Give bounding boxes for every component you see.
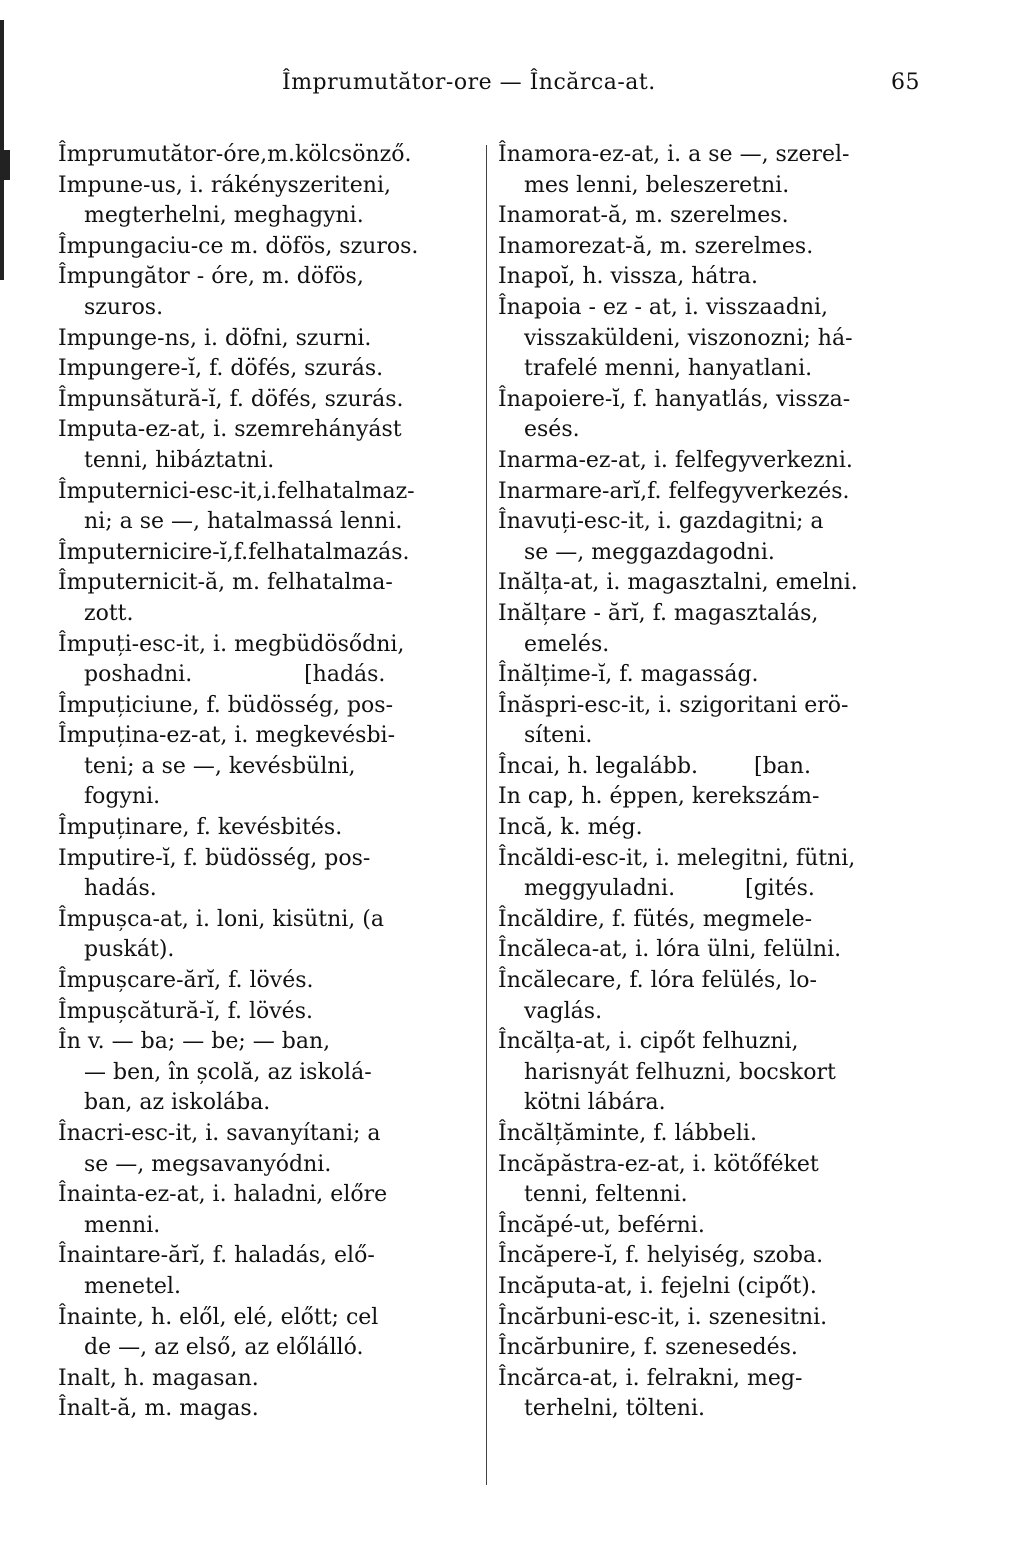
- entry-continuation-line: poshadni. [hadás.: [84, 662, 386, 688]
- dictionary-entry-line: Împuți-esc-it, i. megbüdösődni,: [58, 631, 405, 657]
- dictionary-entry-line: Înavuți-esc-it, i. gazdagitni; a: [498, 509, 824, 535]
- entry-continuation-line: se —, meggazdagodni.: [524, 539, 775, 565]
- right-column: [498, 140, 918, 1425]
- entry-continuation-line: megterhelni, meghagyni.: [84, 203, 364, 229]
- entry-continuation-line: tenni, feltenni.: [524, 1182, 688, 1208]
- dictionary-entry-line: Împuțiciune, f. büdösség, pos-: [58, 692, 394, 718]
- dictionary-entry-line: Impune-us, i. rákényszeriteni,: [58, 172, 391, 198]
- dictionary-entry-line: Încărca-at, i. felrakni, meg-: [498, 1365, 803, 1391]
- dictionary-entry-line: Înapoiere-ĭ, f. hanyatlás, vissza-: [498, 386, 851, 412]
- entry-continuation-line: ban, az iskolába.: [84, 1090, 271, 1116]
- dictionary-entry-line: Incăputa-at, i. fejelni (cipőt).: [498, 1273, 817, 1299]
- dictionary-entry-line: Împușcare-ărĭ, f. lövés.: [58, 968, 314, 994]
- dictionary-entry-line: Înamora-ez-at, i. a se —, szerel-: [498, 142, 850, 167]
- dictionary-entry-line: Inălța-at, i. magasztalni, emelni.: [498, 570, 858, 596]
- dictionary-entry-line: Împușca-at, i. loni, kisütni, (a: [58, 906, 384, 932]
- dictionary-entry-line: Înainte, h. elől, elé, előtt; cel: [58, 1304, 379, 1330]
- dictionary-entry-line: Inălțare - ărĭ, f. magasztalás,: [498, 600, 819, 626]
- dictionary-entry-line: Împuternicire-ĭ,f.felhatalmazás.: [58, 539, 410, 565]
- entry-continuation-line: szuros.: [84, 294, 164, 320]
- entry-continuation-line: teni; a se —, kevésbülni,: [84, 753, 356, 779]
- binding-edge-mark-small: [4, 150, 10, 180]
- entry-continuation-line: tenni, hibáztatni.: [84, 447, 275, 473]
- entry-continuation-line: menetel.: [84, 1273, 181, 1299]
- dictionary-entry-line: Încăldire, f. fütés, megmele-: [498, 906, 813, 932]
- dictionary-entry-line: Înaintare-ărĭ, f. haladás, elő-: [58, 1243, 375, 1269]
- dictionary-entry-line: Încăpé-ut, beférni.: [498, 1212, 705, 1238]
- entry-continuation-line: mes lenni, beleszeretni.: [524, 172, 790, 198]
- entry-continuation-line: ni; a se —, hatalmassá lenni.: [84, 509, 403, 535]
- dictionary-entry-line: Imputire-ĭ, f. büdösség, pos-: [58, 845, 371, 871]
- entry-continuation-line: fogyni.: [84, 784, 161, 810]
- entry-continuation-line: — ben, în școlă, az iskolá-: [84, 1059, 372, 1085]
- dictionary-entry-line: Inamorezat-ă, m. szerelmes.: [498, 233, 814, 259]
- dictionary-entry-line: Inarma-ez-at, i. felfegyverkezni.: [498, 447, 853, 473]
- header-title: Împrumutător-ore — Încărca-at.: [282, 70, 656, 95]
- dictionary-entry-line: Înapoia - ez - at, i. visszaadni,: [498, 294, 829, 320]
- dictionary-entry-line: Încărbuni-esc-it, i. szenesitni.: [498, 1304, 828, 1330]
- dictionary-entry-line: Încai, h. legalább. [ban.: [498, 753, 811, 779]
- dictionary-entry-line: Împrumutător-óre,m.kölcsönző.: [58, 142, 412, 167]
- entry-continuation-line: kötni lábára.: [524, 1090, 666, 1116]
- entry-continuation-line: hadás.: [84, 876, 157, 902]
- dictionary-entry-line: Încăpere-ĭ, f. helyiség, szoba.: [498, 1243, 824, 1269]
- dictionary-entry-line: Impunge-ns, i. döfni, szurni.: [58, 325, 372, 351]
- dictionary-entry-line: In cap, h. éppen, kerekszám-: [498, 784, 820, 810]
- entry-continuation-line: terhelni, tölteni.: [524, 1396, 705, 1422]
- entry-continuation-line: de —, az első, az előlálló.: [84, 1335, 364, 1361]
- dictionary-entry-line: Încălecare, f. lóra felülés, lo-: [498, 968, 817, 994]
- dictionary-entry-line: Înăspri-esc-it, i. szigoritani erö-: [498, 692, 849, 718]
- dictionary-entry-line: Inalt, h. magasan.: [58, 1365, 259, 1391]
- entry-continuation-line: menni.: [84, 1212, 161, 1238]
- entry-continuation-line: trafelé menni, hanyatlani.: [524, 356, 813, 382]
- entry-continuation-line: emelés.: [524, 631, 610, 657]
- dictionary-entry-line: Înălțime-ĭ, f. magasság.: [498, 662, 759, 688]
- dictionary-entry-line: Împuternicit-ă, m. felhatalma-: [58, 570, 393, 596]
- dictionary-entry-line: Impungere-ĭ, f. döfés, szurás.: [58, 356, 384, 382]
- left-column: [58, 140, 478, 1425]
- entry-continuation-line: puskát).: [84, 937, 175, 963]
- dictionary-entry-line: Încăleca-at, i. lóra ülni, felülni.: [498, 937, 842, 963]
- page-number: 65: [891, 70, 920, 95]
- dictionary-entry-line: Împuternici-esc-it,i.felhatalmaz-: [58, 478, 415, 504]
- dictionary-entry-line: Înalt-ă, m. magas.: [58, 1396, 259, 1422]
- dictionary-entry-line: Încălțăminte, f. lábbeli.: [498, 1121, 757, 1146]
- dictionary-entry-line: Împuținare, f. kevésbités.: [58, 815, 343, 841]
- dictionary-entry-line: Imputa-ez-at, i. szemrehányást: [58, 417, 402, 443]
- dictionary-entry-line: Înainta-ez-at, i. haladni, előre: [58, 1182, 388, 1208]
- entry-continuation-line: se —, megsavanyódni.: [84, 1151, 332, 1177]
- dictionary-entry-line: Înacri-esc-it, i. savanyítani; a: [58, 1121, 381, 1146]
- entry-continuation-line: vaglás.: [524, 998, 603, 1024]
- entry-continuation-line: zott.: [84, 600, 134, 626]
- dictionary-entry-line: Împunsătură-ĭ, f. döfés, szurás.: [58, 386, 404, 412]
- dictionary-entry-line: Împungaciu-ce m. döfös, szuros.: [58, 233, 419, 259]
- dictionary-entry-line: Împungător - óre, m. döfös,: [58, 264, 364, 290]
- dictionary-entry-line: În v. — ba; — be; — ban,: [58, 1029, 331, 1055]
- entry-continuation-line: síteni.: [524, 723, 593, 749]
- column-divider: [486, 145, 487, 1485]
- dictionary-entry-line: Inarmare-arĭ,f. felfegyverkezés.: [498, 478, 850, 504]
- dictionary-entry-line: Incă, k. még.: [498, 815, 643, 841]
- running-header: [260, 70, 920, 110]
- dictionary-entry-line: Împuțina-ez-at, i. megkevésbi-: [58, 723, 396, 749]
- entry-continuation-line: esés.: [524, 417, 580, 443]
- dictionary-entry-line: Încălța-at, i. cipőt felhuzni,: [498, 1029, 799, 1055]
- dictionary-entry-line: Inamorat-ă, m. szerelmes.: [498, 203, 789, 229]
- dictionary-entry-line: Încărbunire, f. szenesedés.: [498, 1335, 798, 1361]
- entry-continuation-line: meggyuladni. [gités.: [524, 876, 815, 902]
- dictionary-entry-line: Împușcătură-ĭ, f. lövés.: [58, 998, 313, 1024]
- dictionary-entry-line: Încăldi-esc-it, i. melegitni, fütni,: [498, 845, 856, 871]
- dictionary-entry-line: Incăpăstra-ez-at, i. kötőféket: [498, 1151, 819, 1177]
- entry-continuation-line: harisnyát felhuzni, bocskort: [524, 1059, 836, 1085]
- dictionary-entry-line: Inapoĭ, h. vissza, hátra.: [498, 264, 758, 290]
- entry-continuation-line: visszaküldeni, viszonozni; há-: [524, 325, 853, 351]
